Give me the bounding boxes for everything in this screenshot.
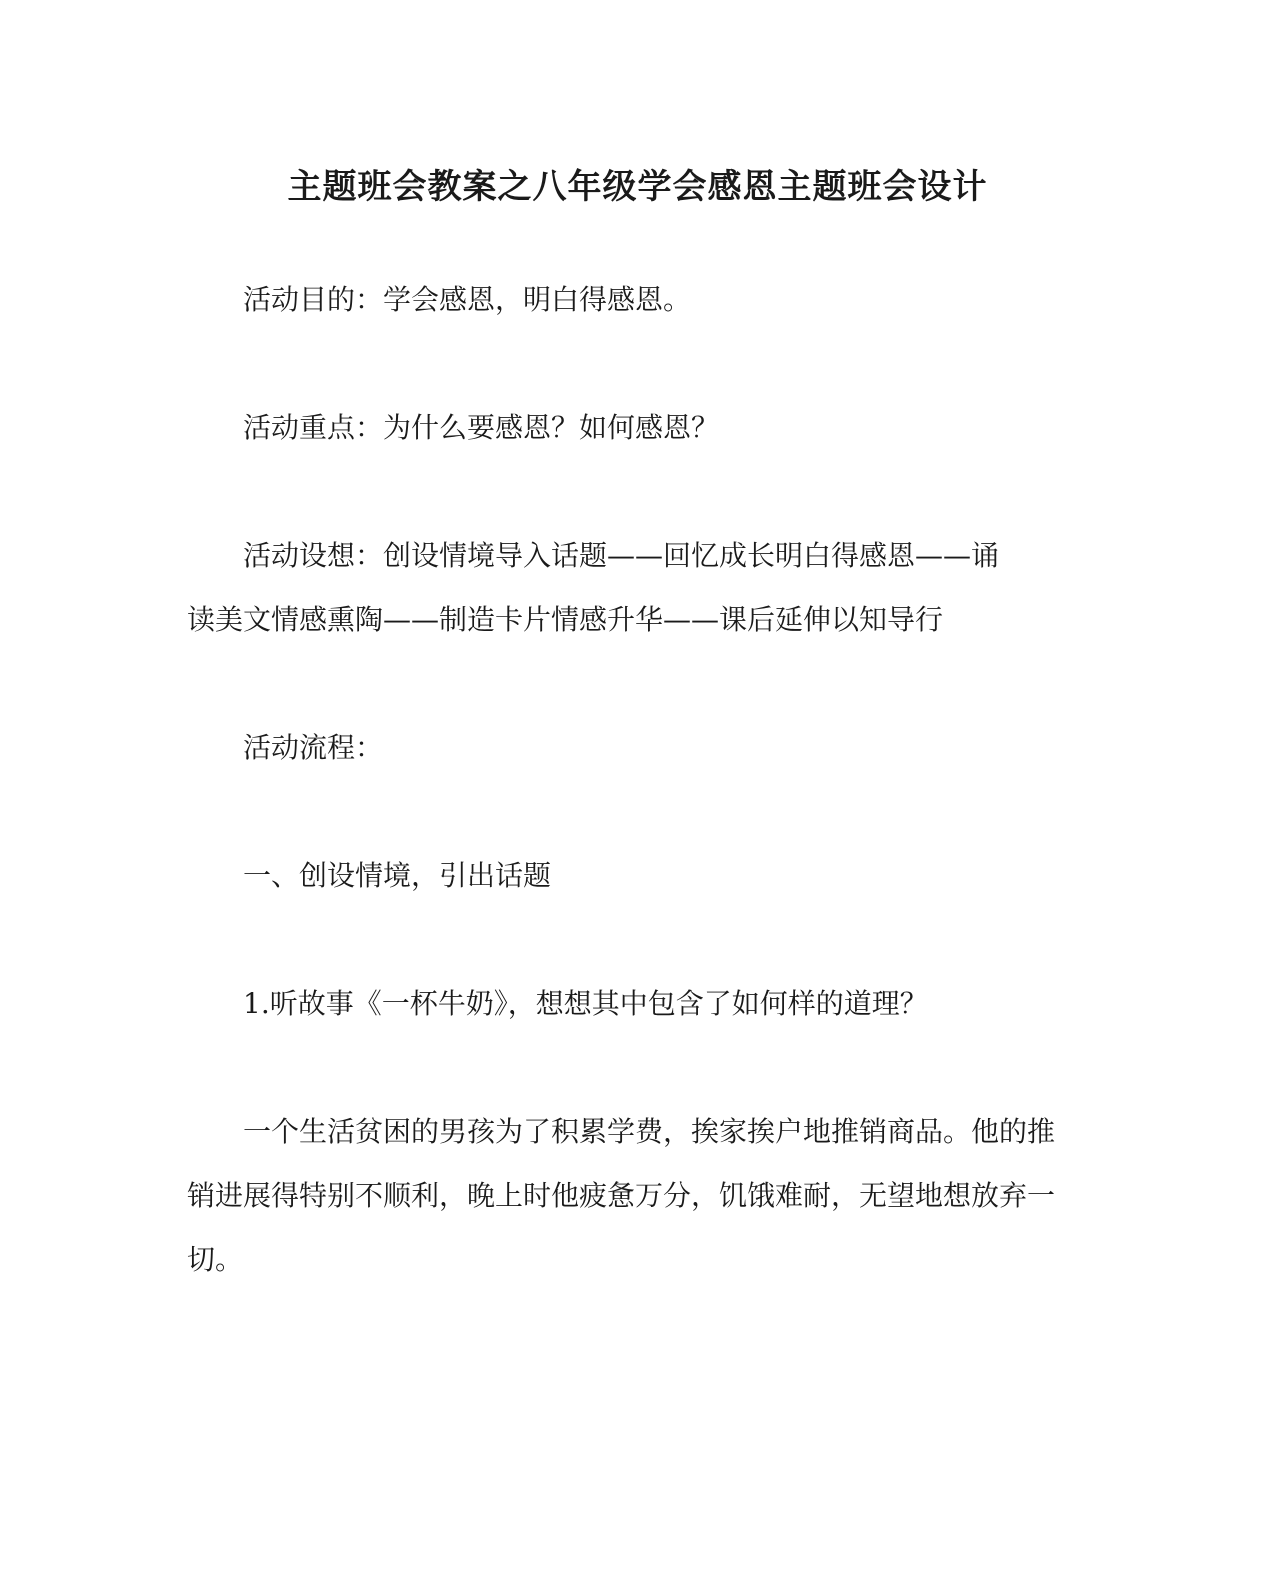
paragraph-activity-plan: 活动设想：创设情境导入话题——回忆成长明白得感恩——诵读美文情感熏陶——制造卡片情感升华——课后延伸以知导行 xyxy=(187,539,1000,636)
paragraph-activity-focus: 活动重点：为什么要感恩？如何感恩？ xyxy=(243,411,720,444)
paragraph-activity-purpose: 活动目的：学会感恩，明白得感恩。 xyxy=(243,283,692,316)
paragraph-story-prompt: 1.听故事《一杯牛奶》，想想其中包含了如何样的道理？ xyxy=(243,987,928,1020)
paragraph-story-text: 一个生活贫困的男孩为了积累学费，挨家挨户地推销商品。他的推销进展得特别不顺利，晚上时他疲惫万分，饥饿难耐，无望地想放弃一切。 xyxy=(187,1115,1056,1276)
section-heading-one: 一、创设情境，引出话题 xyxy=(243,859,552,892)
paragraph-activity-process: 活动流程： xyxy=(243,731,384,764)
document-title: 主题班会教案之八年级学会感恩主题班会设计 xyxy=(287,167,988,207)
